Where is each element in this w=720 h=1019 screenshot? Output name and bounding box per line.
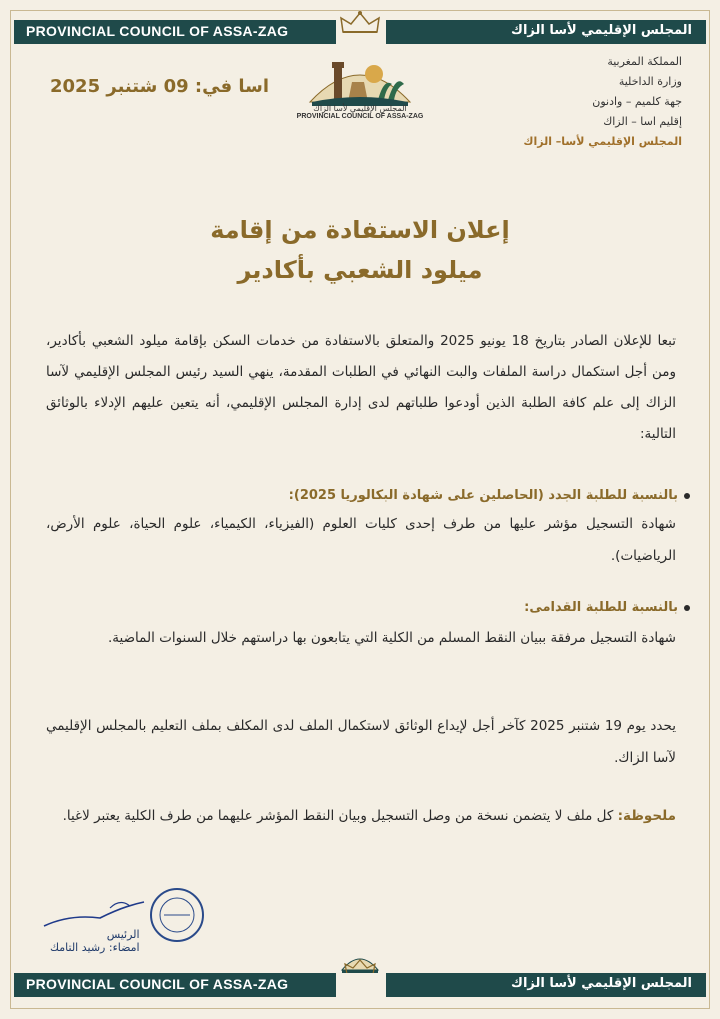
admin-line-ministry: وزارة الداخلية <box>618 75 682 88</box>
section-old-students-heading: بالنسبة للطلبة القدامى: <box>524 600 690 615</box>
document-date: اسا في: 09 شتنبر 2025 <box>50 76 270 97</box>
header-ar-title: المجلس الإقليمي لأسا الزاك <box>511 23 692 38</box>
note-label: ملحوظة: <box>617 808 676 824</box>
admin-line-kingdom: المملكة المغربية <box>607 55 682 68</box>
bullet-icon <box>684 493 690 499</box>
deadline-paragraph: يحدد يوم 19 شتنبر 2025 كآخر أجل لإيداع الوثائق لاستكمال الملف لدى المكلف بملف التعليم بالمجلس الإقليمي لآسا الزاك. <box>46 718 676 766</box>
admin-line-council: المجلس الإقليمي لأسا– الزاك <box>523 135 682 148</box>
signer-name: امضاء: رشيد التامك <box>50 941 140 954</box>
note-paragraph <box>46 800 676 832</box>
council-logo-icon <box>300 44 420 134</box>
admin-line-province: إقليم اسا – الزاك <box>603 115 682 128</box>
section-old-students-body: شهادة التسجيل مرفقة ببيان النقط المسلم من الكلية التي يتابعون بها دراستهم خلال السنوات الماضية. <box>107 630 676 646</box>
logo-en-text: PROVINCIAL COUNCIL OF ASSA-ZAG <box>296 113 424 120</box>
signer-title: الرئيس <box>106 928 140 941</box>
bullet-icon <box>684 605 690 611</box>
note-body: كل ملف لا يتضمن نسخة من وصل التسجيل وبيان النقط المؤشر عليهما من طرف الكلية يعتبر لاغيا. <box>62 808 618 824</box>
intro-paragraph: تبعا للإعلان الصادر بتاريخ 18 يونيو 2025 والمتعلق بالاستفادة من خدمات السكن بإقامة ميلود الشعبي بأكادير، ومن أجل استكمال دراسة الملفات والبت النهائي في الطلبات المقدمة، ينهي السيد رئيس المجلس الإقليمي لآسا الزاك إلى علم كافة الطلبة الذين أودعوا طلباتهم لدى إدارة المجلس الإقليمي، أنه يتعين عليهم الإدلاء بالوثائق التالية: <box>46 333 677 442</box>
section-new-students-heading: بالنسبة للطلبة الجدد (الحاصلين على شهادة البكالوريا 2025): <box>289 488 690 503</box>
crown-icon <box>337 10 383 36</box>
official-stamp-icon <box>148 886 206 944</box>
announcement-title-line-2: ميلود الشعبي بأكادير <box>237 256 483 284</box>
logo-ar-text: المجلس الإقليمي لأسا الزاك <box>313 104 407 113</box>
section-new-students-body: شهادة التسجيل مؤشر عليها من طرف إحدى كليات العلوم (الفيزياء، الكيمياء، علوم الحياة، علوم الأرض، الرياضيات). <box>46 516 676 564</box>
signer-block <box>50 928 140 954</box>
footer-band <box>14 973 706 997</box>
logo-caption <box>290 104 430 120</box>
footer-en-title: PROVINCIAL COUNCIL OF ASSA-ZAG <box>26 976 289 992</box>
admin-line-region: جهة كلميم – وادنون <box>592 95 682 108</box>
header-en-title: PROVINCIAL COUNCIL OF ASSA-ZAG <box>26 23 289 39</box>
announcement-title-line-1: إعلان الاستفادة من إقامة <box>210 216 510 244</box>
administrative-header <box>482 52 682 152</box>
footer-ar-title: المجلس الإقليمي لأسا الزاك <box>511 976 692 991</box>
